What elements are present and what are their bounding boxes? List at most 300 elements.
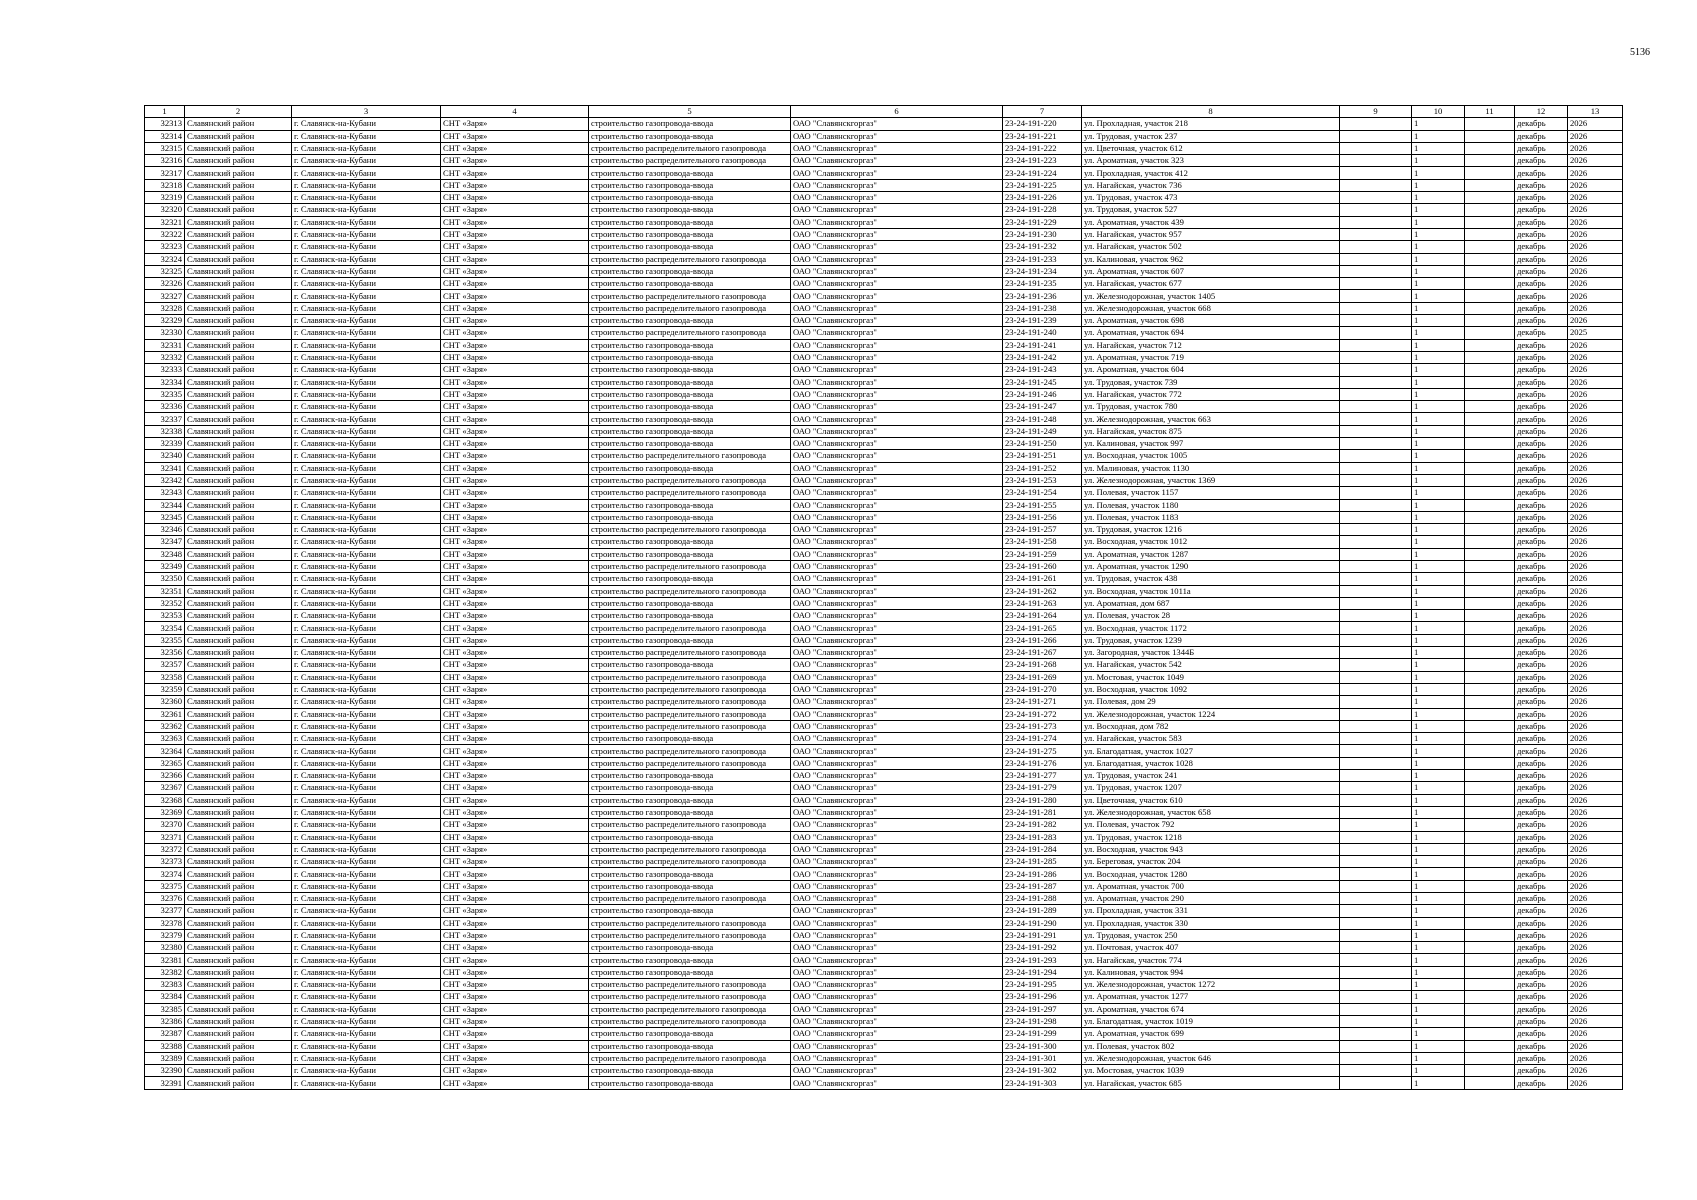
address-cell: ул. Железнодорожная, участок 1405 (1082, 290, 1340, 302)
work-type-cell: строительство распределительного газопровода (589, 450, 791, 462)
month-cell: декабрь (1515, 425, 1568, 437)
city-cell: г. Славянск-на-Кубани (292, 524, 441, 536)
district-cell: Славянский район (185, 991, 292, 1003)
organization-cell: ОАО "Славянскгоргаз" (791, 499, 1003, 511)
year-cell: 2026 (1568, 868, 1623, 880)
row-number-cell: 32348 (145, 548, 185, 560)
year-cell: 2026 (1568, 302, 1623, 314)
object-id-cell: 23-24-191-248 (1003, 413, 1082, 425)
month-cell: декабрь (1515, 118, 1568, 130)
address-cell: ул. Мостовая, участок 1039 (1082, 1065, 1340, 1077)
col9-cell (1340, 167, 1412, 179)
work-type-cell: строительство распределительного газопровода (589, 991, 791, 1003)
row-number-cell: 32369 (145, 806, 185, 818)
object-id-cell: 23-24-191-289 (1003, 905, 1082, 917)
quantity-cell: 1 (1412, 782, 1465, 794)
organization-cell: ОАО "Славянскгоргаз" (791, 757, 1003, 769)
row-number-cell: 32363 (145, 733, 185, 745)
col11-cell (1465, 339, 1515, 351)
col9-cell (1340, 979, 1412, 991)
col11-cell (1465, 634, 1515, 646)
month-cell: декабрь (1515, 536, 1568, 548)
row-number-cell: 32365 (145, 757, 185, 769)
row-number-cell: 32336 (145, 401, 185, 413)
row-number-cell: 32373 (145, 856, 185, 868)
city-cell: г. Славянск-на-Кубани (292, 192, 441, 204)
work-type-cell: строительство распределительного газопровода (589, 560, 791, 572)
year-cell: 2026 (1568, 376, 1623, 388)
organization-cell: ОАО "Славянскгоргаз" (791, 585, 1003, 597)
row-number-cell: 32385 (145, 1003, 185, 1015)
address-cell: ул. Железнодорожная, участок 1272 (1082, 979, 1340, 991)
table-row (145, 425, 1623, 437)
col9-cell (1340, 831, 1412, 843)
object-id-cell: 23-24-191-261 (1003, 573, 1082, 585)
month-cell: декабрь (1515, 487, 1568, 499)
col11-cell (1465, 462, 1515, 474)
col11-cell (1465, 979, 1515, 991)
address-cell: ул. Железнодорожная, участок 1224 (1082, 708, 1340, 720)
month-cell: декабрь (1515, 548, 1568, 560)
table-row (145, 1003, 1623, 1015)
district-cell: Славянский район (185, 893, 292, 905)
col9-cell (1340, 954, 1412, 966)
district-cell: Славянский район (185, 401, 292, 413)
object-id-cell: 23-24-191-296 (1003, 991, 1082, 1003)
month-cell: декабрь (1515, 843, 1568, 855)
address-cell: ул. Благодатная, участок 1027 (1082, 745, 1340, 757)
object-id-cell: 23-24-191-223 (1003, 155, 1082, 167)
month-cell: декабрь (1515, 241, 1568, 253)
quantity-cell: 1 (1412, 954, 1465, 966)
month-cell: декабрь (1515, 610, 1568, 622)
snt-cell: СНТ «Заря» (441, 327, 589, 339)
month-cell: декабрь (1515, 831, 1568, 843)
organization-cell: ОАО "Славянскгоргаз" (791, 1077, 1003, 1089)
address-cell: ул. Трудовая, участок 473 (1082, 192, 1340, 204)
district-cell: Славянский район (185, 757, 292, 769)
month-cell: декабрь (1515, 770, 1568, 782)
snt-cell: СНТ «Заря» (441, 868, 589, 880)
snt-cell: СНТ «Заря» (441, 782, 589, 794)
month-cell: декабрь (1515, 1040, 1568, 1052)
table-row (145, 290, 1623, 302)
quantity-cell: 1 (1412, 130, 1465, 142)
month-cell: декабрь (1515, 720, 1568, 732)
work-type-cell: строительство газопровода-ввода (589, 794, 791, 806)
organization-cell: ОАО "Славянскгоргаз" (791, 302, 1003, 314)
district-cell: Славянский район (185, 179, 292, 191)
quantity-cell: 1 (1412, 450, 1465, 462)
col9-cell (1340, 376, 1412, 388)
col9-cell (1340, 511, 1412, 523)
address-cell: ул. Нагайская, участок 685 (1082, 1077, 1340, 1089)
row-number-cell: 32320 (145, 204, 185, 216)
object-id-cell: 23-24-191-268 (1003, 659, 1082, 671)
col11-cell (1465, 130, 1515, 142)
month-cell: декабрь (1515, 192, 1568, 204)
district-cell: Славянский район (185, 1028, 292, 1040)
object-id-cell: 23-24-191-290 (1003, 917, 1082, 929)
organization-cell: ОАО "Славянскгоргаз" (791, 216, 1003, 228)
year-cell: 2026 (1568, 843, 1623, 855)
city-cell: г. Славянск-на-Кубани (292, 942, 441, 954)
col9-cell (1340, 733, 1412, 745)
row-number-cell: 32349 (145, 560, 185, 572)
city-cell: г. Славянск-на-Кубани (292, 401, 441, 413)
col11-cell (1465, 597, 1515, 609)
col9-cell (1340, 929, 1412, 941)
col11-cell (1465, 573, 1515, 585)
district-cell: Славянский район (185, 831, 292, 843)
month-cell: декабрь (1515, 278, 1568, 290)
table-row (145, 401, 1623, 413)
col11-cell (1465, 290, 1515, 302)
col9-cell (1340, 179, 1412, 191)
month-cell: декабрь (1515, 819, 1568, 831)
row-number-cell: 32322 (145, 228, 185, 240)
col11-cell (1465, 868, 1515, 880)
snt-cell: СНТ «Заря» (441, 1052, 589, 1064)
year-cell: 2026 (1568, 917, 1623, 929)
row-number-cell: 32332 (145, 351, 185, 363)
city-cell: г. Славянск-на-Кубани (292, 462, 441, 474)
object-id-cell: 23-24-191-230 (1003, 228, 1082, 240)
quantity-cell: 1 (1412, 843, 1465, 855)
col9-cell (1340, 806, 1412, 818)
col11-cell (1465, 610, 1515, 622)
quantity-cell: 1 (1412, 351, 1465, 363)
object-id-cell: 23-24-191-275 (1003, 745, 1082, 757)
month-cell: декабрь (1515, 585, 1568, 597)
organization-cell: ОАО "Славянскгоргаз" (791, 720, 1003, 732)
col11-cell (1465, 905, 1515, 917)
organization-cell: ОАО "Славянскгоргаз" (791, 880, 1003, 892)
organization-cell: ОАО "Славянскгоргаз" (791, 192, 1003, 204)
address-cell: ул. Железнодорожная, участок 663 (1082, 413, 1340, 425)
object-id-cell: 23-24-191-271 (1003, 696, 1082, 708)
col11-cell (1465, 819, 1515, 831)
month-cell: декабрь (1515, 806, 1568, 818)
quantity-cell: 1 (1412, 683, 1465, 695)
row-number-cell: 32376 (145, 893, 185, 905)
quantity-cell: 1 (1412, 622, 1465, 634)
snt-cell: СНТ «Заря» (441, 757, 589, 769)
object-id-cell: 23-24-191-265 (1003, 622, 1082, 634)
organization-cell: ОАО "Славянскгоргаз" (791, 991, 1003, 1003)
address-cell: ул. Ароматная, участок 1277 (1082, 991, 1340, 1003)
col9-cell (1340, 893, 1412, 905)
work-type-cell: строительство распределительного газопровода (589, 155, 791, 167)
quantity-cell: 1 (1412, 265, 1465, 277)
object-id-cell: 23-24-191-247 (1003, 401, 1082, 413)
object-id-cell: 23-24-191-250 (1003, 438, 1082, 450)
snt-cell: СНТ «Заря» (441, 1065, 589, 1077)
col9-cell (1340, 991, 1412, 1003)
month-cell: декабрь (1515, 302, 1568, 314)
work-type-cell: строительство распределительного газопровода (589, 1003, 791, 1015)
col9-cell (1340, 487, 1412, 499)
column-header-12: 12 (1515, 106, 1568, 118)
year-cell: 2026 (1568, 536, 1623, 548)
page-number: 5136 (1630, 47, 1650, 58)
col11-cell (1465, 794, 1515, 806)
col11-cell (1465, 388, 1515, 400)
district-cell: Славянский район (185, 794, 292, 806)
row-number-cell: 32379 (145, 929, 185, 941)
work-type-cell: строительство распределительного газопровода (589, 979, 791, 991)
district-cell: Славянский район (185, 167, 292, 179)
row-number-cell: 32350 (145, 573, 185, 585)
month-cell: декабрь (1515, 315, 1568, 327)
quantity-cell: 1 (1412, 167, 1465, 179)
city-cell: г. Славянск-на-Кубани (292, 327, 441, 339)
quantity-cell: 1 (1412, 413, 1465, 425)
city-cell: г. Славянск-на-Кубани (292, 302, 441, 314)
organization-cell: ОАО "Славянскгоргаз" (791, 315, 1003, 327)
quantity-cell: 1 (1412, 1028, 1465, 1040)
snt-cell: СНТ «Заря» (441, 413, 589, 425)
col9-cell (1340, 1077, 1412, 1089)
row-number-cell: 32366 (145, 770, 185, 782)
table-row (145, 474, 1623, 486)
row-number-cell: 32353 (145, 610, 185, 622)
year-cell: 2026 (1568, 487, 1623, 499)
district-cell: Славянский район (185, 966, 292, 978)
col11-cell (1465, 278, 1515, 290)
col11-cell (1465, 425, 1515, 437)
year-cell: 2026 (1568, 339, 1623, 351)
address-cell: ул. Полевая, участок 1183 (1082, 511, 1340, 523)
organization-cell: ОАО "Славянскгоргаз" (791, 868, 1003, 880)
object-id-cell: 23-24-191-246 (1003, 388, 1082, 400)
table-row (145, 856, 1623, 868)
quantity-cell: 1 (1412, 560, 1465, 572)
city-cell: г. Славянск-на-Кубани (292, 597, 441, 609)
month-cell: декабрь (1515, 573, 1568, 585)
row-number-cell: 32339 (145, 438, 185, 450)
column-header-13: 13 (1568, 106, 1623, 118)
district-cell: Славянский район (185, 204, 292, 216)
quantity-cell: 1 (1412, 216, 1465, 228)
district-cell: Славянский район (185, 339, 292, 351)
address-cell: ул. Трудовая, участок 527 (1082, 204, 1340, 216)
year-cell: 2026 (1568, 474, 1623, 486)
object-id-cell: 23-24-191-288 (1003, 893, 1082, 905)
organization-cell: ОАО "Славянскгоргаз" (791, 1052, 1003, 1064)
city-cell: г. Славянск-на-Кубани (292, 155, 441, 167)
address-cell: ул. Ароматная, дом 687 (1082, 597, 1340, 609)
table-row (145, 1065, 1623, 1077)
quantity-cell: 1 (1412, 241, 1465, 253)
col9-cell (1340, 351, 1412, 363)
address-cell: ул. Нагайская, участок 736 (1082, 179, 1340, 191)
table-row (145, 585, 1623, 597)
col9-cell (1340, 241, 1412, 253)
year-cell: 2026 (1568, 979, 1623, 991)
organization-cell: ОАО "Славянскгоргаз" (791, 388, 1003, 400)
table-row (145, 708, 1623, 720)
col11-cell (1465, 843, 1515, 855)
table-row (145, 438, 1623, 450)
quantity-cell: 1 (1412, 720, 1465, 732)
object-id-cell: 23-24-191-291 (1003, 929, 1082, 941)
city-cell: г. Славянск-на-Кубани (292, 142, 441, 154)
month-cell: декабрь (1515, 597, 1568, 609)
year-cell: 2026 (1568, 130, 1623, 142)
month-cell: декабрь (1515, 130, 1568, 142)
city-cell: г. Славянск-на-Кубани (292, 683, 441, 695)
column-header-9: 9 (1340, 106, 1412, 118)
table-row (145, 1028, 1623, 1040)
object-id-cell: 23-24-191-279 (1003, 782, 1082, 794)
organization-cell: ОАО "Славянскгоргаз" (791, 179, 1003, 191)
row-number-cell: 32390 (145, 1065, 185, 1077)
object-id-cell: 23-24-191-234 (1003, 265, 1082, 277)
object-id-cell: 23-24-191-283 (1003, 831, 1082, 843)
year-cell: 2026 (1568, 142, 1623, 154)
snt-cell: СНТ «Заря» (441, 130, 589, 142)
address-cell: ул. Нагайская, участок 772 (1082, 388, 1340, 400)
address-cell: ул. Трудовая, участок 1207 (1082, 782, 1340, 794)
year-cell: 2026 (1568, 819, 1623, 831)
organization-cell: ОАО "Славянскгоргаз" (791, 130, 1003, 142)
object-id-cell: 23-24-191-226 (1003, 192, 1082, 204)
quantity-cell: 1 (1412, 671, 1465, 683)
col11-cell (1465, 179, 1515, 191)
work-type-cell: строительство газопровода-ввода (589, 770, 791, 782)
organization-cell: ОАО "Славянскгоргаз" (791, 450, 1003, 462)
table-row (145, 757, 1623, 769)
col11-cell (1465, 1065, 1515, 1077)
object-id-cell: 23-24-191-222 (1003, 142, 1082, 154)
quantity-cell: 1 (1412, 597, 1465, 609)
registry-table (144, 105, 1623, 1090)
year-cell: 2026 (1568, 315, 1623, 327)
month-cell: декабрь (1515, 647, 1568, 659)
table-row (145, 253, 1623, 265)
address-cell: ул. Цветочная, участок 610 (1082, 794, 1340, 806)
month-cell: декабрь (1515, 979, 1568, 991)
work-type-cell: строительство газопровода-ввода (589, 130, 791, 142)
district-cell: Славянский район (185, 917, 292, 929)
organization-cell: ОАО "Славянскгоргаз" (791, 204, 1003, 216)
col9-cell (1340, 819, 1412, 831)
year-cell: 2026 (1568, 511, 1623, 523)
address-cell: ул. Калиновая, участок 994 (1082, 966, 1340, 978)
snt-cell: СНТ «Заря» (441, 376, 589, 388)
work-type-cell: строительство газопровода-ввода (589, 634, 791, 646)
object-id-cell: 23-24-191-274 (1003, 733, 1082, 745)
work-type-cell: строительство распределительного газопровода (589, 696, 791, 708)
work-type-cell: строительство распределительного газопровода (589, 819, 791, 831)
month-cell: декабрь (1515, 474, 1568, 486)
city-cell: г. Славянск-на-Кубани (292, 893, 441, 905)
organization-cell: ОАО "Славянскгоргаз" (791, 1003, 1003, 1015)
object-id-cell: 23-24-191-239 (1003, 315, 1082, 327)
organization-cell: ОАО "Славянскгоргаз" (791, 794, 1003, 806)
city-cell: г. Славянск-на-Кубани (292, 610, 441, 622)
quantity-cell: 1 (1412, 290, 1465, 302)
address-cell: ул. Трудовая, участок 241 (1082, 770, 1340, 782)
quantity-cell: 1 (1412, 819, 1465, 831)
table-row (145, 745, 1623, 757)
col11-cell (1465, 708, 1515, 720)
district-cell: Славянский район (185, 413, 292, 425)
quantity-cell: 1 (1412, 192, 1465, 204)
col9-cell (1340, 499, 1412, 511)
work-type-cell: строительство распределительного газопровода (589, 843, 791, 855)
col11-cell (1465, 487, 1515, 499)
year-cell: 2026 (1568, 856, 1623, 868)
row-number-cell: 32324 (145, 253, 185, 265)
snt-cell: СНТ «Заря» (441, 118, 589, 130)
district-cell: Славянский район (185, 819, 292, 831)
month-cell: декабрь (1515, 942, 1568, 954)
col11-cell (1465, 216, 1515, 228)
col9-cell (1340, 524, 1412, 536)
row-number-cell: 32329 (145, 315, 185, 327)
city-cell: г. Славянск-на-Кубани (292, 622, 441, 634)
col11-cell (1465, 942, 1515, 954)
district-cell: Славянский район (185, 253, 292, 265)
district-cell: Славянский район (185, 696, 292, 708)
table-row (145, 204, 1623, 216)
table-row (145, 1040, 1623, 1052)
snt-cell: СНТ «Заря» (441, 819, 589, 831)
col9-cell (1340, 634, 1412, 646)
work-type-cell: строительство газопровода-ввода (589, 942, 791, 954)
col9-cell (1340, 142, 1412, 154)
year-cell: 2026 (1568, 770, 1623, 782)
work-type-cell: строительство газопровода-ввода (589, 413, 791, 425)
district-cell: Славянский район (185, 351, 292, 363)
city-cell: г. Славянск-на-Кубани (292, 1052, 441, 1064)
snt-cell: СНТ «Заря» (441, 155, 589, 167)
year-cell: 2026 (1568, 548, 1623, 560)
table-row (145, 1052, 1623, 1064)
table-row (145, 302, 1623, 314)
quantity-cell: 1 (1412, 511, 1465, 523)
col9-cell (1340, 708, 1412, 720)
year-cell: 2026 (1568, 192, 1623, 204)
address-cell: ул. Трудовая, участок 780 (1082, 401, 1340, 413)
quantity-cell: 1 (1412, 278, 1465, 290)
col9-cell (1340, 438, 1412, 450)
work-type-cell: строительство газопровода-ввода (589, 265, 791, 277)
district-cell: Славянский район (185, 647, 292, 659)
city-cell: г. Славянск-на-Кубани (292, 573, 441, 585)
quantity-cell: 1 (1412, 499, 1465, 511)
district-cell: Славянский район (185, 880, 292, 892)
month-cell: декабрь (1515, 179, 1568, 191)
city-cell: г. Славянск-на-Кубани (292, 204, 441, 216)
row-number-cell: 32359 (145, 683, 185, 695)
col9-cell (1340, 450, 1412, 462)
work-type-cell: строительство газопровода-ввода (589, 880, 791, 892)
address-cell: ул. Загородная, участок 1344Б (1082, 647, 1340, 659)
city-cell: г. Славянск-на-Кубани (292, 647, 441, 659)
work-type-cell: строительство газопровода-ввода (589, 438, 791, 450)
address-cell: ул. Ароматная, участок 699 (1082, 1028, 1340, 1040)
work-type-cell: строительство газопровода-ввода (589, 192, 791, 204)
col9-cell (1340, 794, 1412, 806)
district-cell: Славянский район (185, 745, 292, 757)
snt-cell: СНТ «Заря» (441, 450, 589, 462)
quantity-cell: 1 (1412, 880, 1465, 892)
snt-cell: СНТ «Заря» (441, 659, 589, 671)
city-cell: г. Славянск-на-Кубани (292, 413, 441, 425)
